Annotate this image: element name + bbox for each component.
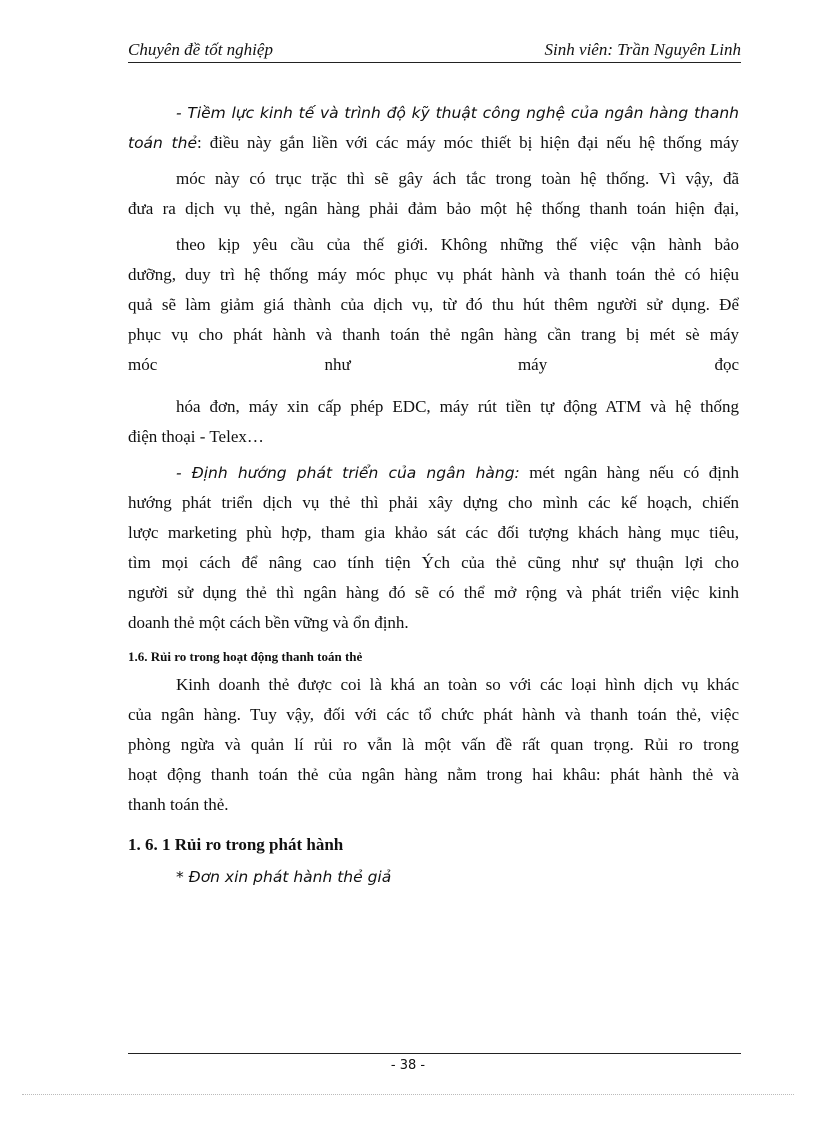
line-text: : điều này gắn liền với các máy móc thiết bị hiện đại nếu hệ thống máy <box>197 133 739 152</box>
page-header <box>128 38 741 63</box>
paragraph-line: lược marketing phù hợp, tham gia khảo sát các đối tượng khách hàng mục tiêu, <box>128 523 739 542</box>
paragraph-line: điện thoại - Telex… <box>128 427 264 446</box>
section-heading-1-6-1: 1. 6. 1 Rủi ro trong phát hành <box>128 835 344 854</box>
sub-item-fake-application: * Đơn xin phát hành thẻ giả <box>176 868 392 886</box>
footer-divider <box>128 1053 741 1054</box>
paragraph-line: doanh thẻ một cách bền vững và ổn định. <box>128 613 409 632</box>
page-body <box>128 98 739 892</box>
paragraph-line <box>128 458 739 488</box>
paragraph-development-orientation <box>128 458 739 638</box>
header-title: Chuyên đề tốt nghiệp <box>128 40 273 59</box>
italic-term: toán thẻ <box>128 134 197 152</box>
paragraph-economic-potential <box>128 98 739 452</box>
paragraph-line <box>128 128 739 158</box>
page-number: - 38 - <box>390 1058 426 1073</box>
italic-term: - Định hướng phát triển của ngân hàng: <box>176 464 520 482</box>
paragraph-line: phòng ngừa và quản lí rủi ro vẫn là một vấn đề rất quan trọng. Rủi ro trong <box>128 735 739 754</box>
paragraph-line: dưỡng, duy trì hệ thống máy móc phục vụ phát hành và thanh toán thẻ có hiệu <box>128 265 739 284</box>
paragraph-line: phục vụ cho phát hành và thanh toán thẻ ngân hàng cần trang bị mét sè máy <box>128 325 739 344</box>
paragraph-line: của ngân hàng. Tuy vậy, đối với các tổ chức phát hành và thanh toán thẻ, việc <box>128 705 739 724</box>
paragraph-line: đưa ra dịch vụ thẻ, ngân hàng phải đảm bảo một hệ thống thanh toán hiện đại, <box>128 199 739 218</box>
paragraph-line: hoạt động thanh toán thẻ của ngân hàng nằm trong hai khâu: phát hành thẻ và <box>128 765 739 784</box>
paragraph-line: hóa đơn, máy xin cấp phép EDC, máy rút tiền tự động ATM và hệ thống <box>176 397 739 416</box>
paragraph-line: Kinh doanh thẻ được coi là khá an toàn so với các loại hình dịch vụ khác <box>176 675 739 694</box>
paragraph-card-risk <box>128 670 739 820</box>
paragraph-line: người sử dụng thẻ thì ngân hàng đó sẽ có thể mở rộng và phát triển việc kinh <box>128 583 739 602</box>
section-heading-1-6: 1.6. Rủi ro trong hoạt động thanh toán thẻ <box>128 649 363 664</box>
paragraph-line: tìm mọi cách để nâng cao tính tiện Ých của thẻ cũng như sự thuận lợi cho <box>128 553 739 572</box>
paragraph-line: - Tiềm lực kinh tế và trình độ kỹ thuật công nghệ của ngân hàng thanh <box>176 104 739 122</box>
paragraph-line: thanh toán thẻ. <box>128 795 229 814</box>
paragraph-line: theo kịp yêu cầu của thế giới. Không những thế việc vận hành bảo <box>176 235 739 254</box>
paragraph-line: hướng phát triển dịch vụ thẻ thì phải xây dựng cho mình các kế hoạch, chiến <box>128 493 739 512</box>
paragraph-line: móc như máy đọc <box>128 355 739 374</box>
header-author: Sinh viên: Trần Nguyên Linh <box>544 40 741 59</box>
page-boundary-line <box>22 1094 794 1095</box>
paragraph-line: quả sẽ làm giảm giá thành của dịch vụ, từ đó thu hút thêm người sử dụng. Để <box>128 295 739 314</box>
line-text: mét ngân hàng nếu có định <box>519 463 739 482</box>
paragraph-line: móc này có trục trặc thì sẽ gây ách tắc trong toàn hệ thống. Vì vậy, đã <box>176 169 739 188</box>
